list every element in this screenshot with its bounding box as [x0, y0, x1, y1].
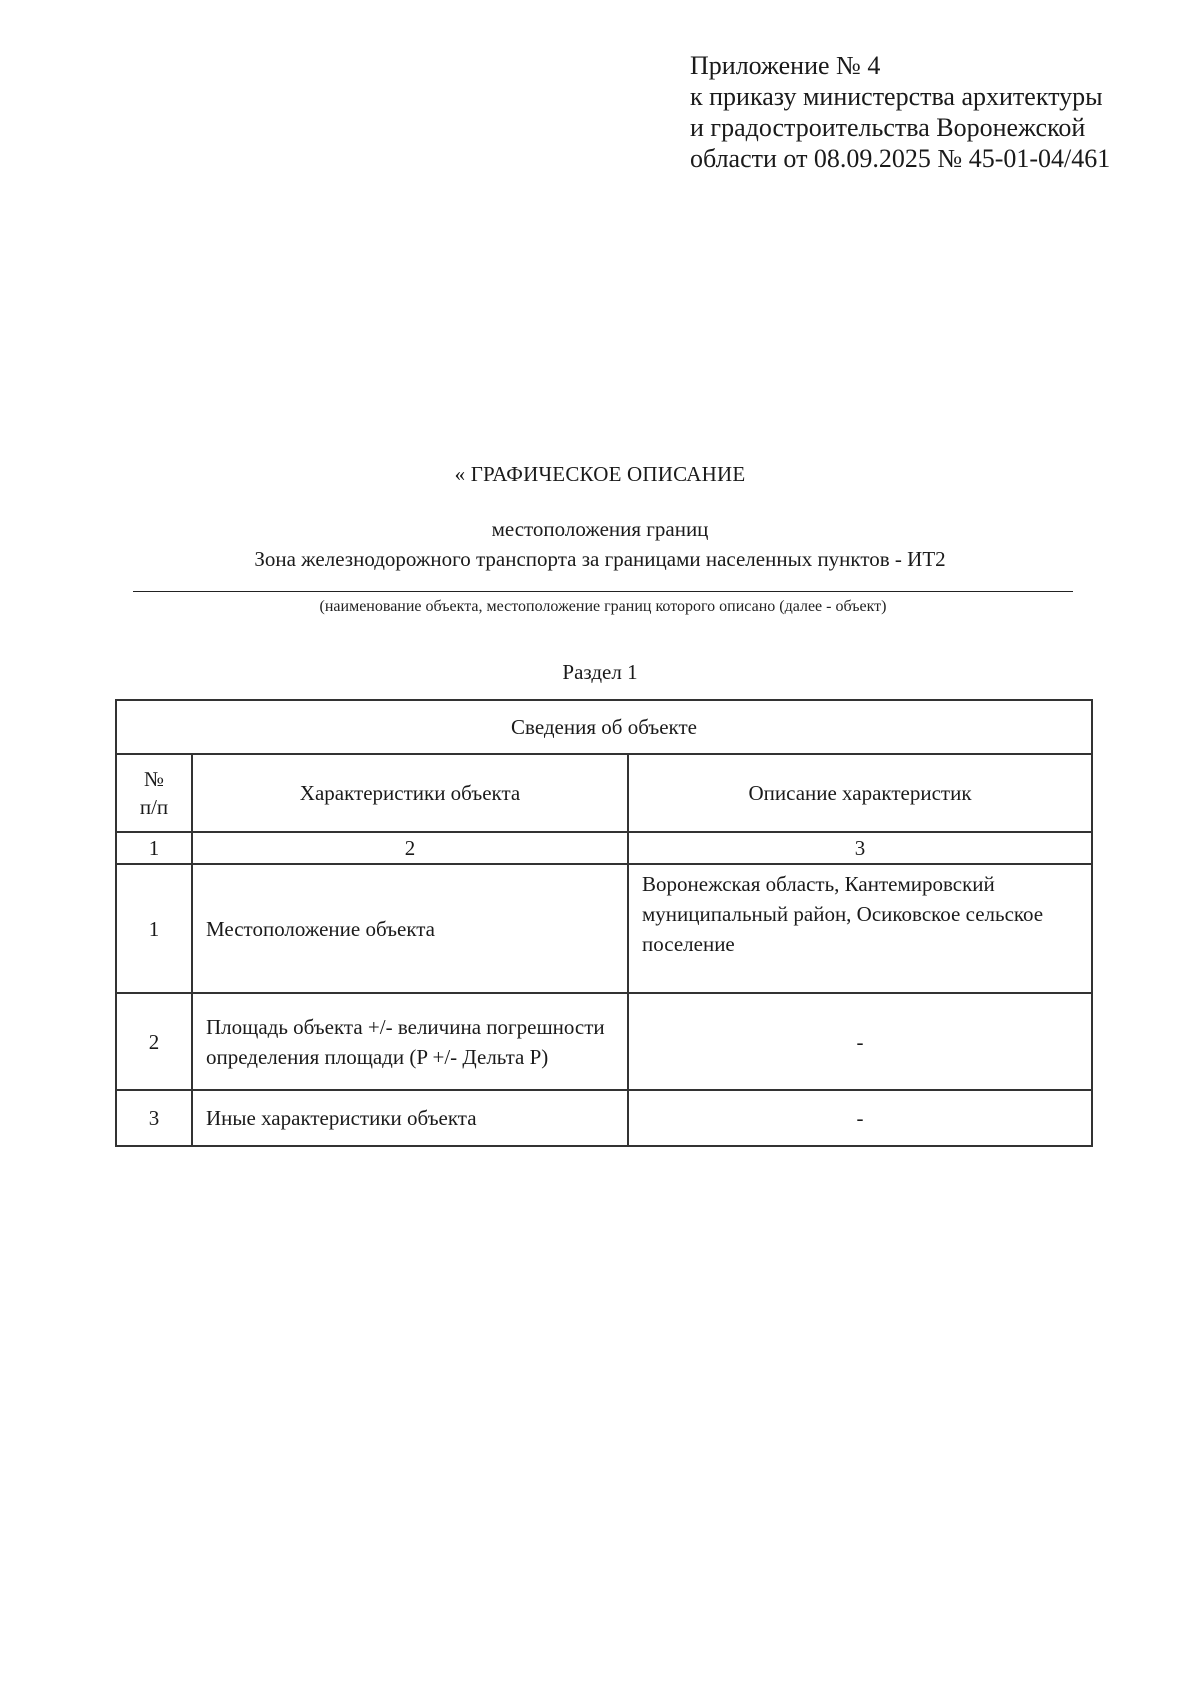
- header-number: [116, 754, 192, 832]
- appendix-header: [690, 50, 1170, 174]
- row-characteristic: Местоположение объекта: [192, 864, 628, 993]
- appendix-line: Приложение № 4: [690, 51, 881, 80]
- column-index: 2: [192, 832, 628, 864]
- row-description: -: [628, 1090, 1092, 1146]
- row-characteristic: Иные характеристики объекта: [192, 1090, 628, 1146]
- appendix-line: к приказу министерства архитектуры: [690, 82, 1103, 111]
- row-number: 3: [116, 1090, 192, 1146]
- object-name-caption: (наименование объекта, местоположение границ которого описано (далее - объект): [319, 598, 887, 615]
- row-number: 2: [116, 993, 192, 1090]
- appendix-line: области от 08.09.2025 № 45-01-04/461: [690, 144, 1111, 173]
- table-row: [116, 993, 1092, 1090]
- header-number-line1: №: [143, 767, 165, 791]
- document-subtitle: местоположения границ: [491, 517, 709, 541]
- table-row: [116, 1090, 1092, 1146]
- table-caption: Сведения об объекте: [116, 700, 1092, 754]
- document-title: « ГРАФИЧЕСКОЕ ОПИСАНИЕ: [454, 462, 746, 486]
- table-row: [116, 864, 1092, 993]
- object-name: Зона железнодорожного транспорта за границами населенных пунктов - ИТ2: [254, 547, 946, 571]
- object-name-underline: [133, 591, 1073, 592]
- object-info-table: [115, 699, 1093, 1147]
- table-header-row: [116, 754, 1092, 832]
- appendix-line: и градостроительства Воронежской: [690, 113, 1086, 142]
- row-description: -: [628, 993, 1092, 1090]
- column-index-row: [116, 832, 1092, 864]
- column-index: 1: [116, 832, 192, 864]
- row-description: Воронежская область, Кантемировский муниципальный район, Осиковское сельское поселение: [628, 864, 1092, 993]
- table-caption-row: [116, 700, 1092, 754]
- row-characteristic: Площадь объекта +/- величина погрешности определения площади (P +/- Дельта P): [192, 993, 628, 1090]
- header-characteristic: Характеристики объекта: [192, 754, 628, 832]
- section-label: Раздел 1: [562, 660, 638, 684]
- header-number-line2: п/п: [139, 795, 169, 819]
- column-index: 3: [628, 832, 1092, 864]
- header-description: Описание характеристик: [628, 754, 1092, 832]
- row-number: 1: [116, 864, 192, 993]
